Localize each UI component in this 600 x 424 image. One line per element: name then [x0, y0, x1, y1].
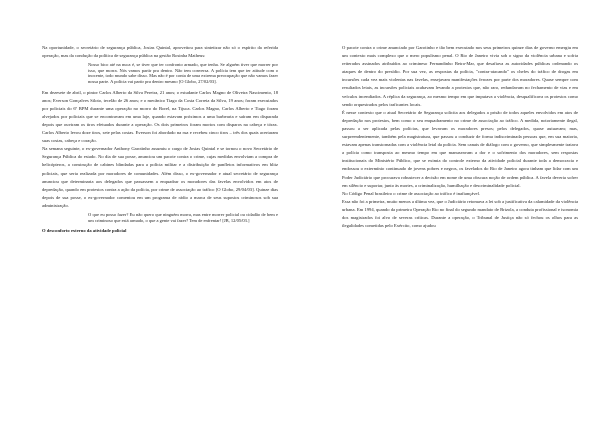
block-quote: O que eu posso fazer? Eu não quero que ninguém morra, mas entre morrer policial ou cidadão de bem e um criminoso que está armado, o que a gente vai fazer? Tem de enfrentar! [JB, 12/05/03.]: [88, 211, 278, 223]
paragraph: É nesse contexto que o atual Secretário de Segurança solicita aos delegados a prisão de todos aqueles envolvidos em atos de depredação nos protestos, bem como o seu enquadramento no crime de associação ao tráfico. A medida, notoriamente ilegal, passou a ser aplicada pelas polícias, que levavam os moradores presos; pelos delegados, quase autuavam; mas, surpreendentemente, também pela magistratura, que passou a conduzir de forma indiscriminada pessoas que, em sua maioria, estavam apenas transtornadas com a violência letal da polícia. Sem canais de diálogo com o governo, que simplesmente tratava a polícia como transposta ao mesmo tempo em que manuseavam a dor e o sofrimento dos moradores, sem respostas institucionais do Ministério Público, que se eximia do controle externo da atividade policial durante toda a democracia e endossou o extermínio continuado de jovens pobres e negros, os favelados do Rio de Janeiro agora tinham que lidar com um Poder Judiciário que procurava robustecer a decisão em nome de uma obscura noção de ordem pública. A favela deveria sofrer em silêncio e suportar, junto às mortes, a criminalização, humilhação e descriminalidade policial.: [342, 109, 578, 188]
paragraph: Na semana seguinte, o ex-governador Anthony Garotinho assumiu o cargo de Josias Quintal e se tornou o novo Secretário de Segurança Pública do estado. No dia de sua posse, anunciou um pacote contra o crime, cujas medidas envolviam a compra de helicópteros, a construção de cabines blindadas para a polícia militar e a distribuição de panfletos informativos em blitz policiais, que seria realizada por moradores de comunidades. Além disso, o ex-governador e atual secretário de segurança anunciou que determinaria aos delegados que passassem a enquadrar os moradores das favelas envolvidos em atos de depredação, quando em protestos contra a ação da polícia, por crime de associação ao tráfico [O Globo, 29/04/03]. Quinze dias depois de sua posse, o ex-governador comentou em um programa de rádio a marca de seus supostos criminosos sob sua administração.: [42, 146, 278, 208]
left-column: [42, 44, 278, 235]
paragraph: O pacote contra o crime anunciado por Garotinho e tão bem executado nos seus primeiros quinze dias de governo emergiu em um contexto mais complexo que o mero populismo penal. O Rio de Janeiro vivia sob o signo da violência urbana e sofria reiterados assinados atribuídos ao crimineso Fernandinho Beira-Mar, que desafiava as autoridades públicas ordenando os ataques de dentro do presídio. Por sua vez, as respostas da polícia, "contra-atacando" os chefes do tráfico de drogas em incursões cada vez mais violentas nas favelas, ensejavam manifestações ferozes por parte dos moradores. Quase sempre com resultados letais, as incursões policiais acabavam levando a protestos que, não raro, redundavam no fechamento de vias e em veículos incendiados. A réplica da segurança, ao mesmo tempo em que imputava a violência, desqualificava os protestos como sendo orquestrados pelos traficantes locais.: [342, 45, 578, 107]
paragraph: Na oportunidade, o secretário de segurança pública, Josias Quintal, aproveitou para sintetizar não só o espírito da referida operação, mas da condução da política de segurança pública na gestão Rosinha Matheus:: [42, 45, 278, 59]
block-quote: Nosso bico até na nuca é, se tiver que ter confronto armado, que tenha. Se alguém tiver que morrer por isso, que morra. Nós vamos partir pra dentro. Não tem conversa. A polícia tem que ter atitude com o inocente, todo mundo sabe disso. Mas não é por conta de uma extrema preocupação que não vamos fazer nossa parte. A polícia vai partir pra dentro mesmo [O Globo, 27/02/03].: [88, 62, 278, 84]
paragraph: No Código Penal brasileiro o crime de associação ao tráfico é inafiançável.: [342, 190, 481, 196]
paragraph: Em dezesete de abril, o pintor Carlos Alberto da Silva Pereira, 21 anos; o estudante Carlos Magno de Oliveira Nascimento, 18 anos; Everson Gonçalves Siloto, tecelão de 26 anos; e o mecânico Tiago da Costa Correia da Silva, 19 anos; foram executados por policiais do 6º BPM durante uma operação no morro do Borel, na Tijuca. Carlos Magno, Carlos Alberto e Tiago foram alvejados por policiais que se encontravam em uma laje, quando estavam próximos a uma barbearia e saíram em disparada depois que ouviram os tiros efetuados durante a operação. Os dois primeiros foram mortos com disparos na cabeça e tórax. Carlos Alberto levou doze tiros, sete pelas costas. Everson foi abordado na rua e recebeu cinco tiros – três dos quais acertaram suas costas, cabeça e coração.: [42, 89, 278, 144]
right-column: [342, 44, 578, 230]
paragraph: Essa não foi a primeira, muito menos a última vez, que o Judiciário retomava a lei sob a justificativa da calamidade da violência urbana. Em 1994, quando da primeira Operação Rio no final do segundo mandato de Brizola, a conduta profissional e isonomia dos magistrados foi alvo de severas críticas. Durante a operação, o Tribunal de Justiça não só fechou os olhos para as ilegalidades cometidas pelo Exército, como ajudou: [342, 198, 578, 229]
section-heading: O desconforto externo da atividade policial: [42, 228, 127, 234]
